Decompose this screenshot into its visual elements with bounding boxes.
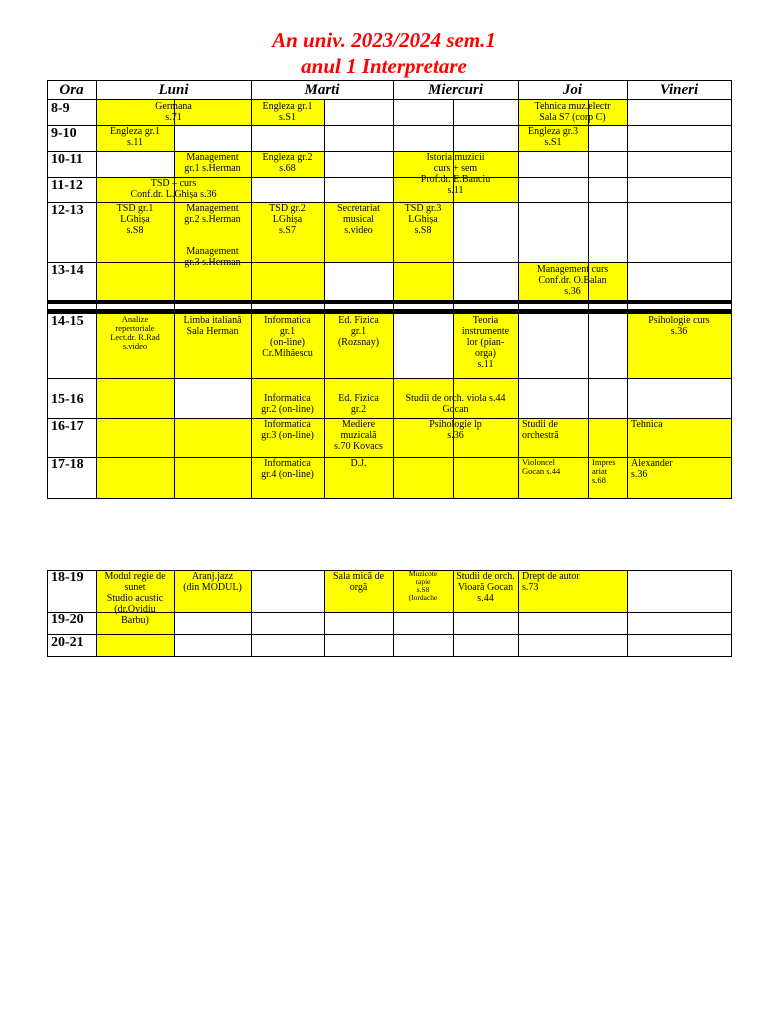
grid-line: [47, 378, 732, 379]
cell-engleza-gr3: Engleza gr.3 s.S1: [528, 126, 578, 148]
cell-tsd-gr1: TSD gr.1 LGhișa s.S8: [116, 203, 154, 236]
cell-engleza-gr2: Engleza gr.2 s.68: [262, 152, 313, 174]
row-label: 11-12: [51, 178, 83, 193]
row-label: 18-19: [51, 570, 84, 585]
cell-informatica-gr4: Informatica gr.4 (on-line): [261, 458, 314, 480]
grid-line: [47, 634, 732, 635]
cell-impresariat: Impres ariat s.68: [592, 458, 616, 485]
row-label: 19-20: [51, 612, 84, 627]
cell-aranj-jazz: Aranj.jazz (din MODUL): [183, 571, 242, 593]
row-label: 9-10: [51, 126, 77, 141]
cell-secretariat-musical: Secretariat musical s.video: [337, 203, 380, 236]
cell-analize-repertoriale: Analize repertoriale Lect.dr. R.Rad s.video: [110, 315, 160, 351]
header-miercuri: Miercuri: [427, 82, 483, 98]
row-label: 15-16: [51, 392, 84, 407]
grid-line: [47, 80, 48, 498]
grid-line: [47, 570, 48, 656]
cell-informatica-gr1: Informatica gr.1 (on-line) Cr.Mihăescu: [262, 315, 313, 359]
cell-tehnica: Tehnica: [631, 419, 663, 430]
cell-psihologie-curs: Psihologie curs s.36: [648, 315, 710, 337]
header-joi: Joi: [562, 82, 583, 98]
cell-mediere-muzicala: Mediere muzicală s.70 Kovacs: [334, 419, 383, 452]
cell-fill: [174, 418, 251, 498]
grid-line: [731, 570, 732, 656]
row-label: 20-21: [51, 635, 84, 650]
cell-alexander: Alexander s.36: [631, 458, 673, 480]
cell-germana: Germana s.71: [155, 101, 192, 123]
separator-bar: [47, 300, 732, 304]
grid-line: [47, 99, 732, 100]
cell-tsd-curs: TSD – curs Conf.dr. L.Ghișa s.36: [130, 178, 217, 200]
row-label: 8-9: [51, 101, 70, 116]
cell-teoria-instrumentelor: Teoria instrumente lor (pian- orga) s.11: [461, 315, 510, 370]
grid-line: [588, 99, 589, 498]
cell-management-curs: Management curs Conf.dr. O.Balan s.36: [536, 264, 609, 297]
cell-muzicoterapie: Muzicote rapie s.S8 (Iordache: [408, 570, 438, 602]
cell-engleza-gr1-luni: Engleza gr.1 s.11: [110, 126, 160, 148]
grid-line: [627, 570, 628, 656]
grid-line: [47, 151, 732, 152]
cell-violoncel: Violoncel Gocan s.44: [522, 458, 561, 476]
page-subtitle: anul 1 Interpretare: [301, 54, 467, 78]
row-label: 14-15: [51, 314, 84, 329]
cell-istoria-muzicii: Istoria muzicii curs + sem Prof.dr. E.Banciu s.11: [420, 152, 491, 196]
cell-engleza-gr1-marti: Engleza gr.1 s.S1: [262, 101, 313, 123]
cell-psihologie-lp: Psihologie lp s.36: [429, 419, 482, 441]
page-title: An univ. 2023/2024 sem.1: [272, 28, 496, 52]
grid-line: [518, 570, 519, 656]
grid-line: [47, 313, 732, 314]
header-ora: Ora: [59, 82, 84, 98]
grid-line: [251, 570, 252, 656]
row-label: 10-11: [51, 152, 83, 167]
cell-studii-orchestra: Studii de orchestră: [522, 419, 559, 441]
cell-ed-fizica-gr1: Ed. Fizica gr.1 (Rozsnay): [337, 315, 380, 348]
cell-drept-de-autor: Drept de autor s.73: [522, 571, 580, 593]
cell-modul-regie-sunet: Modul regie de sunet Studio acustic (dr.Ovidiu Barbu): [104, 571, 166, 626]
cell-tsd-gr3: TSD gr.3 LGhișa s.S8: [404, 203, 442, 236]
cell-limba-italiana: Limba italiană Sala Herman: [183, 315, 242, 337]
grid-line: [627, 80, 628, 498]
cell-tehnica-muz-electr: Tehnica muz.electr Sala S7 (corp C): [534, 101, 611, 123]
row-label: 16-17: [51, 419, 84, 434]
cell-management-gr2: Management gr.2 s.Herman: [184, 203, 241, 225]
row-label: 12-13: [51, 203, 84, 218]
cell-informatica-gr3: Informatica gr.3 (on-line): [261, 419, 314, 441]
header-luni: Luni: [158, 82, 189, 98]
grid-line: [47, 656, 732, 657]
header-vineri: Vineri: [659, 82, 699, 98]
cell-studii-orch-vioara: Studii de orch. Vioară Gocan s.44: [456, 571, 515, 604]
cell-informatica-gr2: Informatica gr.2 (on-line): [261, 393, 314, 415]
grid-line: [47, 262, 732, 263]
cell-studii-orch-viola: Studii de orch. viola s.44 Gocan: [405, 393, 506, 415]
cell-management-gr3: Management gr.3 s.Herman: [184, 246, 241, 268]
cell-fill: [96, 418, 174, 498]
cell-tsd-gr2: TSD gr.2 LGhișa s.S7: [269, 203, 306, 236]
cell-management-gr1: Management gr.1 s.Herman: [184, 152, 241, 174]
grid-line: [731, 80, 732, 498]
separator-bar: [47, 309, 732, 313]
cell-dj: D.J.: [350, 458, 367, 469]
grid-line: [47, 498, 732, 499]
cell-ed-fizica-gr2: Ed. Fizica gr.2: [338, 393, 379, 415]
row-label: 17-18: [51, 457, 84, 472]
header-marti: Marti: [304, 82, 340, 98]
cell-sala-mica-orga: Sala mică de orgă: [332, 571, 385, 593]
row-label: 13-14: [51, 263, 84, 278]
